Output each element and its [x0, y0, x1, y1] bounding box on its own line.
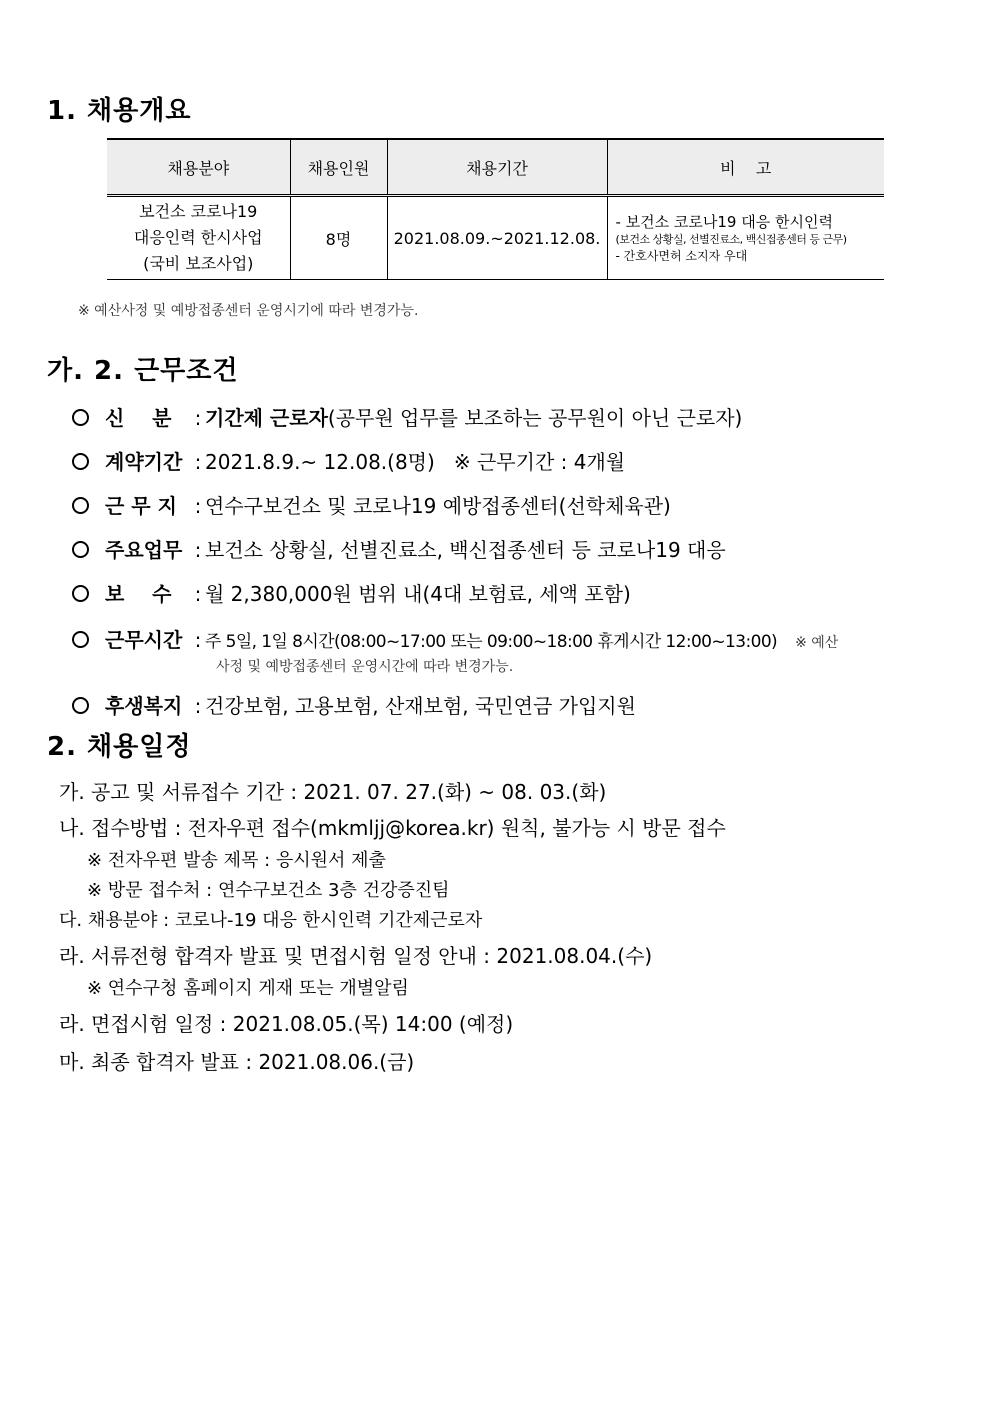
note-line: - 간호사면허 소지자 우대 [615, 248, 748, 263]
condition-note-continued: 사정 및 예방접종센터 운영시간에 따라 변경가능. [216, 659, 514, 675]
condition-item [72, 690, 636, 719]
note-line: - 보건소 코로나19 대응 한시인력 [615, 212, 833, 231]
field-line: 보건소 코로나19 [139, 202, 258, 221]
circle-bullet-icon [72, 541, 89, 558]
schedule-line: 마. 최종 합격자 발표 : 2021.08.06.(금) [59, 1050, 415, 1074]
cell-field [107, 196, 290, 280]
condition-item [72, 624, 838, 653]
header-field: 채용분야 [107, 139, 290, 196]
condition-text: 주 5일, 1일 8시간(08:00~17:00 또는 09:00~18:00 휴게시간 12:00~13:00) [205, 632, 778, 652]
condition-separator: : [194, 538, 202, 562]
field-line: 대응인력 한시사업 [133, 228, 263, 247]
schedule-line: 나. 접수방법 : 전자우편 접수(mkmljj@korea.kr) 원칙, 불가능 시 방문 접수 [59, 816, 726, 840]
circle-bullet-icon [72, 497, 89, 514]
condition-text: 2021.8.9.~ 12.08.(8명) ※ 근무기간 : 4개월 [205, 450, 626, 474]
condition-label: 계약기간 [105, 450, 183, 474]
circle-bullet-icon [72, 631, 89, 648]
schedule-line: 라. 면접시험 일정 : 2021.08.05.(목) 14:00 (예정) [59, 1012, 514, 1036]
condition-text: 월 2,380,000원 범위 내(4대 보험료, 세액 포함) [205, 582, 631, 606]
condition-text: (공무원 업무를 보조하는 공무원이 아닌 근로자) [327, 406, 743, 430]
condition-separator: : [194, 582, 202, 606]
section-title-schedule: 2. 채용일정 [47, 732, 192, 762]
condition-label: 근 무 지 [105, 494, 177, 518]
circle-bullet-icon [72, 697, 89, 714]
condition-separator: : [194, 494, 202, 518]
section-title-conditions: 가. 2. 근무조건 [47, 356, 239, 386]
cell-note [607, 196, 884, 280]
condition-label: 주요업무 [105, 538, 183, 562]
table-header-row [107, 139, 884, 196]
schedule-line: 다. 채용분야 : 코로나-19 대응 한시인력 기간제근로자 [59, 910, 483, 931]
condition-separator: : [194, 694, 202, 718]
condition-separator: : [194, 628, 202, 652]
condition-label: 신 분 [105, 406, 172, 430]
circle-bullet-icon [72, 585, 89, 602]
section-title-overview: 1. 채용개요 [47, 96, 192, 126]
header-period: 채용기간 [387, 139, 607, 196]
condition-note: ※ 예산 [795, 635, 839, 651]
table-row [107, 196, 884, 280]
schedule-subnote: ※ 전자우편 발송 제목 : 응시원서 제출 [87, 850, 386, 871]
condition-text: 보건소 상황실, 선별진료소, 백신접종센터 등 코로나19 대응 [205, 538, 726, 562]
condition-text: 연수구보건소 및 코로나19 예방접종센터(선학체육관) [205, 494, 671, 518]
condition-item [72, 578, 631, 607]
recruitment-table [107, 138, 884, 280]
circle-bullet-icon [72, 453, 89, 470]
condition-label: 근무시간 [105, 628, 183, 652]
condition-item [72, 446, 625, 475]
header-note: 비 고 [607, 139, 884, 196]
condition-emphasis: 기간제 근로자 [205, 406, 328, 430]
table-footnote: ※ 예산사정 및 예방접종센터 운영시기에 따라 변경가능. [78, 303, 419, 319]
schedule-line: 라. 서류전형 합격자 발표 및 면접시험 일정 안내 : 2021.08.04.(수) [59, 944, 653, 968]
condition-item [72, 534, 726, 563]
field-line: (국비 보조사업) [143, 254, 254, 273]
condition-item [72, 402, 742, 431]
header-count: 채용인원 [290, 139, 387, 196]
cell-count: 8명 [290, 196, 387, 280]
condition-text: 건강보험, 고용보험, 산재보험, 국민연금 가입지원 [205, 694, 636, 718]
circle-bullet-icon [72, 409, 89, 426]
condition-separator: : [194, 406, 202, 430]
schedule-line: 가. 공고 및 서류접수 기간 : 2021. 07. 27.(화) ~ 08. 03.(화) [59, 780, 607, 804]
cell-period: 2021.08.09.~2021.12.08. [387, 196, 607, 280]
condition-label: 보 수 [105, 582, 172, 606]
note-line: (보건소 상황실, 선별진료소, 백신접종센터 등 근무) [615, 232, 847, 246]
schedule-subnote: ※ 연수구청 홈페이지 게재 또는 개별알림 [87, 978, 409, 999]
condition-item [72, 490, 671, 519]
condition-separator: : [194, 450, 202, 474]
condition-label: 후생복지 [105, 694, 183, 718]
schedule-subnote: ※ 방문 접수처 : 연수구보건소 3층 건강증진팀 [87, 880, 450, 901]
